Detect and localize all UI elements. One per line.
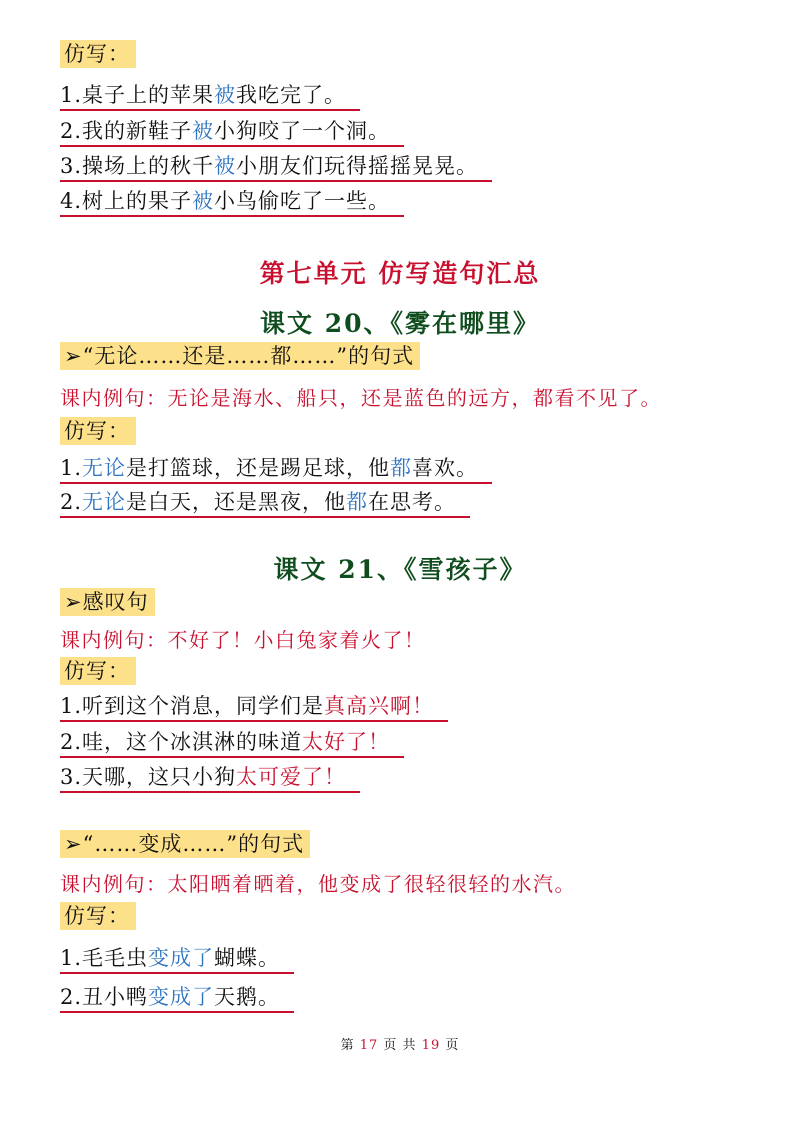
sentence-pattern-20: ➢“无论……还是……都……”的句式 (60, 343, 420, 369)
list-item: 2.我的新鞋子被小狗咬了一个洞。 (60, 118, 404, 144)
list-item: 2.哇，这个冰淇淋的味道太好了！ (60, 729, 404, 755)
imitation-label-21: 仿写： (60, 658, 136, 684)
current-page-number: 17 (359, 1038, 379, 1053)
sentence-pattern-21b: ➢“……变成……”的句式 (60, 831, 310, 857)
list-item: 1.桌子上的苹果被我吃完了。 (60, 82, 360, 108)
list-item: 1.无论是打篮球，还是踢足球，他都喜欢。 (60, 455, 492, 481)
list-item: 1.毛毛虫变成了蝴蝶。 (60, 945, 294, 971)
list-item: 3.天哪，这只小狗太可爱了！ (60, 764, 360, 790)
list-item: 1.听到这个消息，同学们是真高兴啊！ (60, 693, 448, 719)
lesson-21-title: 课文 21、《雪孩子》 (273, 555, 527, 584)
example-sentence-20: 课内例句：无论是海水、船只，还是蓝色的远方，都看不见了。 (60, 386, 662, 410)
example-sentence-21: 课内例句：不好了！小白兔家着火了！ (60, 628, 426, 652)
list-item: 2.无论是白天，还是黑夜，他都在思考。 (60, 489, 470, 515)
list-item: 4.树上的果子被小鸟偷吃了一些。 (60, 188, 404, 214)
unit-title: 第七单元 仿写造句汇总 (259, 259, 541, 288)
total-pages-number: 19 (421, 1038, 441, 1053)
list-item: 3.操场上的秋千被小朋友们玩得摇摇晃晃。 (60, 153, 492, 179)
sentence-pattern-21: ➢感叹句 (60, 589, 155, 615)
lesson-20-title: 课文 20、《雾在哪里》 (260, 309, 540, 338)
imitation-label-1: 仿写： (60, 41, 136, 67)
imitation-label-21b: 仿写： (60, 903, 136, 929)
list-item: 2.丑小鸭变成了天鹅。 (60, 984, 294, 1010)
page-footer: 第 17 页 共 19 页 (340, 1038, 460, 1053)
example-sentence-21b: 课内例句：太阳晒着晒着，他变成了很轻很轻的水汽。 (60, 872, 576, 896)
imitation-label-20: 仿写： (60, 418, 136, 444)
